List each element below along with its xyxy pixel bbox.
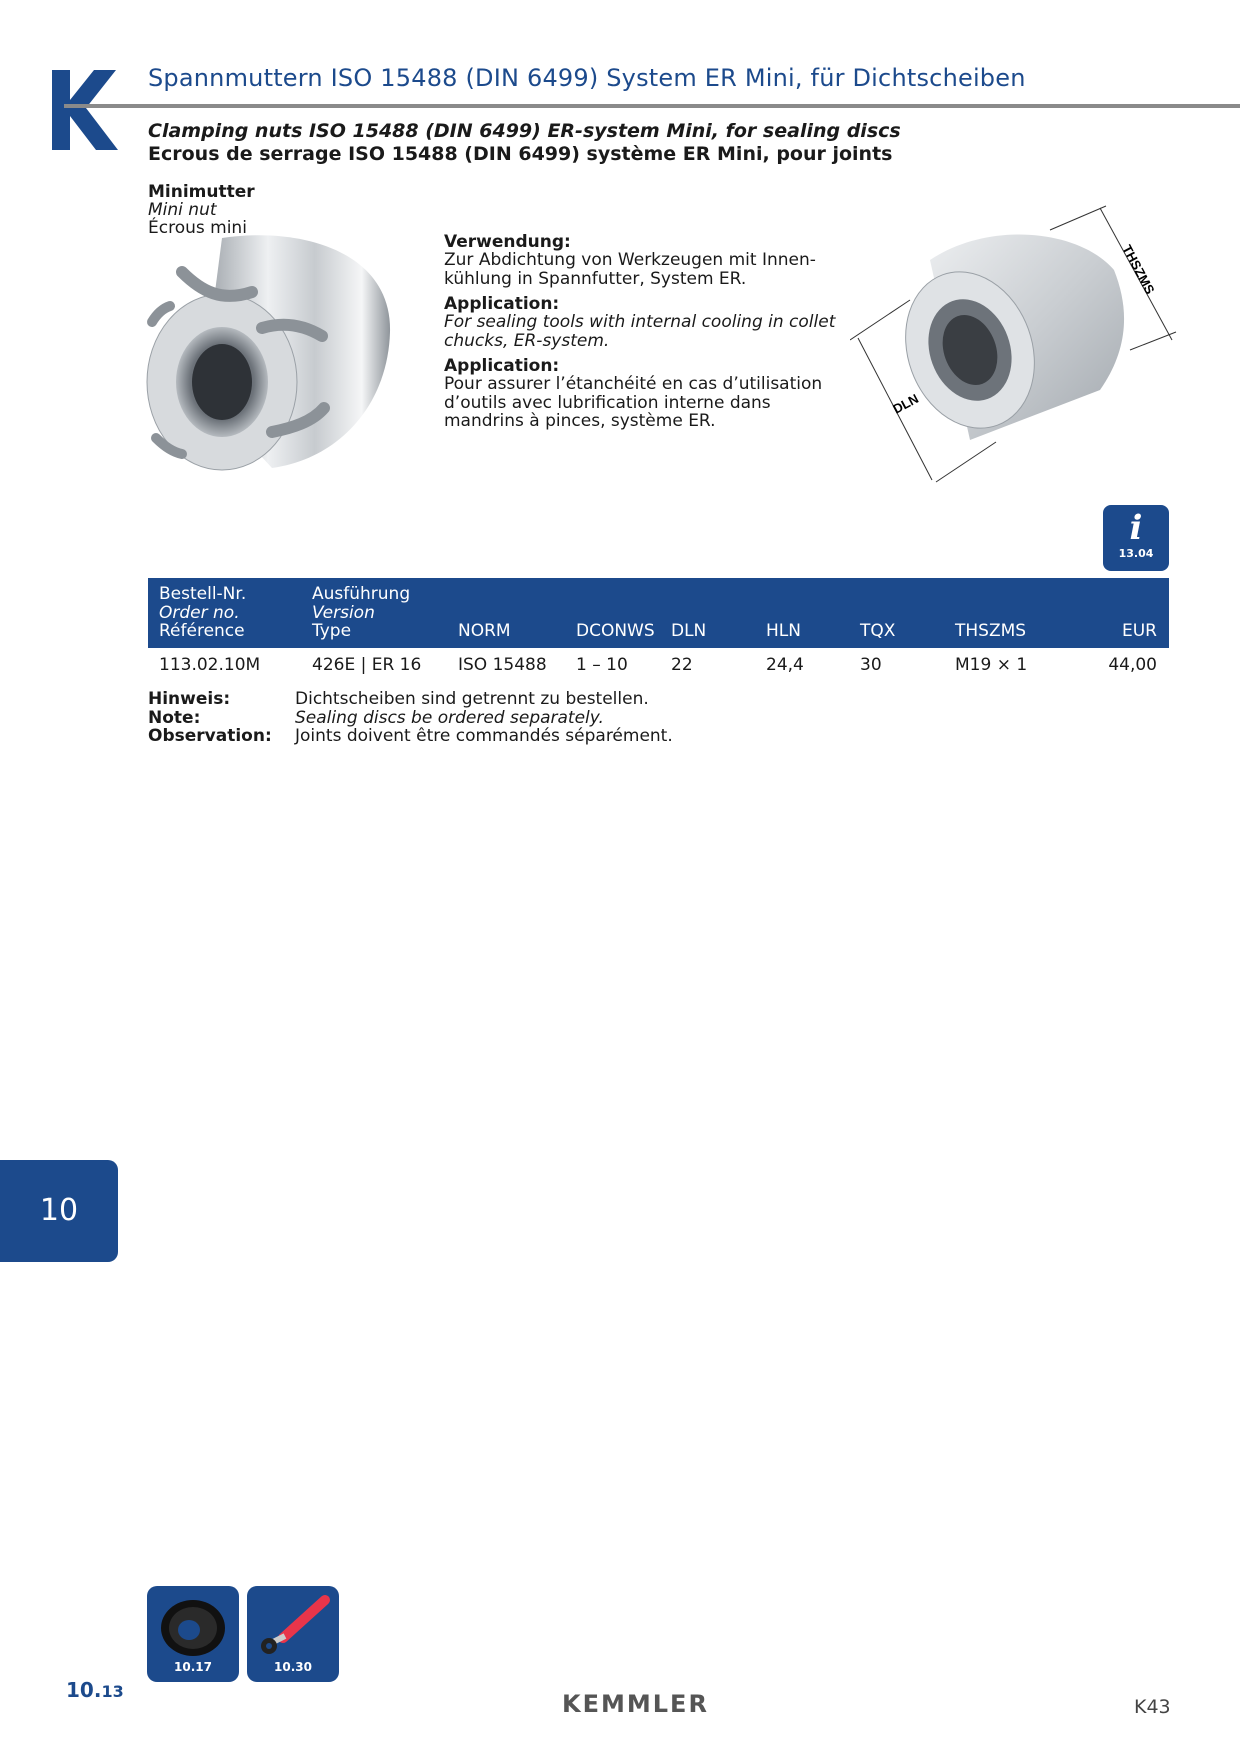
xref-wrench[interactable] — [247, 1586, 339, 1682]
th-thszms: THSZMS — [955, 621, 1027, 641]
th-hln: HLN — [766, 621, 801, 641]
th-dconws: DCONWS — [576, 621, 655, 641]
usage-text-de: Zur Abdichtung von Werkzeugen mit Innen-kühlung in Spannfutter, System ER. — [444, 250, 816, 289]
cell-thszms: M19 × 1 — [955, 655, 1028, 675]
xref-ref: 10.17 — [174, 1660, 212, 1674]
th-eur: EUR — [1122, 621, 1157, 641]
product-name-fr: Écrous mini — [148, 218, 247, 238]
product-name-de: Minimutter — [148, 182, 255, 202]
mini-nut-photo — [142, 232, 394, 478]
usage-text-en: For sealing tools with internal cooling in collet chucks, ER-system. — [444, 312, 836, 351]
product-name — [148, 183, 255, 237]
xref-sealing-disc[interactable] — [147, 1586, 239, 1682]
usage-section — [444, 233, 844, 438]
page-number: 10.13 — [66, 1678, 124, 1702]
chapter-tab[interactable]: 10 — [0, 1160, 118, 1262]
cell-norm: ISO 15488 — [458, 655, 547, 675]
dimension-drawing — [850, 200, 1180, 490]
thszms-label: THSZMS — [1119, 242, 1158, 297]
table-header — [148, 578, 1169, 648]
dln-label: DLN — [890, 390, 921, 417]
product-table — [148, 578, 1169, 680]
page-title-fr: Ecrous de serrage ISO 15488 (DIN 6499) système ER Mini, pour joints — [148, 143, 893, 165]
cell-version: 426E | ER 16 — [312, 655, 422, 675]
header-rule — [64, 104, 1240, 108]
usage-text-fr: Pour assurer l’étanchéité en cas d’utilisation d’outils avec lubrification interne dans mandrins à pinces, système ER. — [444, 374, 823, 431]
info-ref: 13.04 — [1118, 547, 1154, 560]
usage-heading-de: Verwendung: — [444, 232, 571, 252]
wrench-icon — [255, 1594, 331, 1658]
th-order-no: Bestell-Nr. Order no. Référence — [159, 584, 247, 641]
th-dln: DLN — [671, 621, 707, 641]
th-tqx: TQX — [860, 621, 896, 641]
info-icon: i — [1129, 508, 1143, 548]
info-badge[interactable] — [1103, 505, 1169, 571]
page-code: K43 — [1134, 1696, 1171, 1718]
cell-dln: 22 — [671, 655, 693, 675]
th-norm: NORM — [458, 621, 511, 641]
cell-hln: 24,4 — [766, 655, 804, 675]
page-title-de: Spannmuttern ISO 15488 (DIN 6499) System ER Mini, für Dichtscheiben — [148, 64, 1026, 92]
usage-heading-en: Application: — [444, 294, 560, 314]
usage-heading-fr: Application: — [444, 356, 560, 376]
th-version: Ausführung Version Type — [312, 584, 411, 641]
kemmler-logo — [52, 70, 118, 150]
cell-dconws: 1 – 10 — [576, 655, 628, 675]
cell-tqx: 30 — [860, 655, 882, 675]
brand-name: KEMMLER — [562, 1690, 709, 1718]
product-name-en: Mini nut — [148, 200, 217, 220]
cell-eur: 44,00 — [1108, 655, 1157, 675]
cell-order-no: 113.02.10M — [159, 655, 261, 675]
page-title-en: Clamping nuts ISO 15488 (DIN 6499) ER-system Mini, for sealing discs — [148, 120, 901, 142]
xref-ref: 10.30 — [274, 1660, 312, 1674]
table-row — [148, 648, 1169, 680]
sealing-disc-icon — [155, 1594, 231, 1658]
